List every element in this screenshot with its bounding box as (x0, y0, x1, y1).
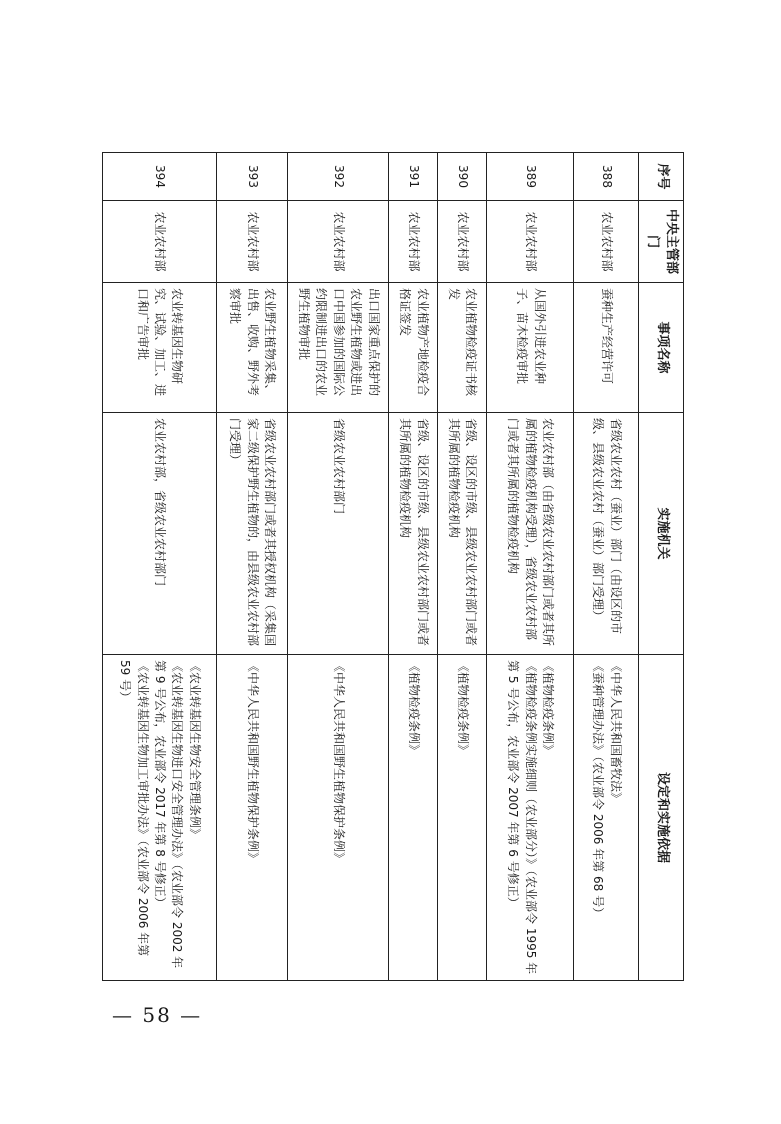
row-basis: 《中华人民共和国野生植物保护条例》 (287, 655, 389, 981)
row-number: 391 (389, 153, 438, 201)
row-item: 农业野生植物采集、出售、收购、野外考察审批 (216, 283, 287, 413)
header-no: 序号 (639, 153, 684, 201)
table-row (287, 153, 389, 981)
row-dept: 农业农村部 (438, 201, 487, 283)
row-agency: 农业农村部，省级农业农村部门 (103, 413, 217, 655)
table-row (438, 153, 487, 981)
table-row (389, 153, 438, 981)
row-basis: 《植物检疫条例》 (389, 655, 438, 981)
row-agency: 省级农业农村部门 (287, 413, 389, 655)
items-table (102, 152, 684, 981)
table-row (486, 153, 573, 981)
row-item: 农业转基因生物研究、试验、加工、进口和广告审批 (103, 283, 217, 413)
row-dept: 农业农村部 (216, 201, 287, 283)
header-basis: 设定和实施依据 (639, 655, 684, 981)
row-number: 388 (574, 153, 639, 201)
header-dept: 中央主管部门 (639, 201, 684, 283)
row-number: 392 (287, 153, 389, 201)
row-agency: 省级农业农村（蚕业）部门（由设区的市级、县级农业农村（蚕业）部门受理） (574, 413, 639, 655)
row-number: 394 (103, 153, 217, 201)
row-dept: 农业农村部 (103, 201, 217, 283)
header-agency: 实施机关 (639, 413, 684, 655)
row-agency: 省级、设区的市级、县级农业农村部门或者其所属的植物检疫机构 (438, 413, 487, 655)
row-number: 390 (438, 153, 487, 201)
row-dept: 农业农村部 (574, 201, 639, 283)
row-basis: 《植物检疫条例》 (438, 655, 487, 981)
rotated-table-frame (102, 152, 684, 980)
table-header-row (639, 153, 684, 981)
row-basis: 《中华人民共和国野生植物保护条例》 (216, 655, 287, 981)
row-basis: 《植物检疫条例》 《植物检疫条例实施细则（农业部分）》（农业部令 1995 年第 5 号公布，农业部令 2007 年第 6 号修正） (486, 655, 573, 981)
row-agency: 省级、设区的市级、县级农业农村部门或者其所属的植物检疫机构 (389, 413, 438, 655)
row-agency: 农业农村部（由省级农业农村部门或者其所属的植物检疫机构受理），省级农业农村部门或者其所属的植物检疫机构 (486, 413, 573, 655)
table-row (216, 153, 287, 981)
row-number: 393 (216, 153, 287, 201)
table-row (103, 153, 217, 981)
table-container (102, 152, 684, 980)
row-agency: 省级农业农村部门或者其授权机构（采集国家二级保护野生植物的，由县级农业农村部门受理） (216, 413, 287, 655)
row-item: 出口国家重点保护的农业野生植物或进出口中国参加的国际公约限制进出口的农业野生植物审批 (287, 283, 389, 413)
row-item: 蚕种生产经营许可 (574, 283, 639, 413)
row-dept: 农业农村部 (389, 201, 438, 283)
row-item: 农业植物检疫证书核发 (438, 283, 487, 413)
row-dept: 农业农村部 (486, 201, 573, 283)
page-number: — 58 — (112, 1003, 203, 1027)
row-basis: 《中华人民共和国畜牧法》 《蚕种管理办法》（农业部令 2006 年第 68 号） (574, 655, 639, 981)
row-basis: 《农业转基因生物安全管理条例》 《农业转基因生物进口安全管理办法》（农业部令 2002 年第 9 号公布，农业部令 2017 年第 8 号修正） 《农业转基因生物加工审批办法》（农业部令 2006 年第 59 号） (103, 655, 217, 981)
header-item: 事项名称 (639, 283, 684, 413)
row-item: 农业植物产地检疫合格证签发 (389, 283, 438, 413)
table-row (574, 153, 639, 981)
row-item: 从国外引进农业种子、苗木检疫审批 (486, 283, 573, 413)
row-dept: 农业农村部 (287, 201, 389, 283)
row-number: 389 (486, 153, 573, 201)
